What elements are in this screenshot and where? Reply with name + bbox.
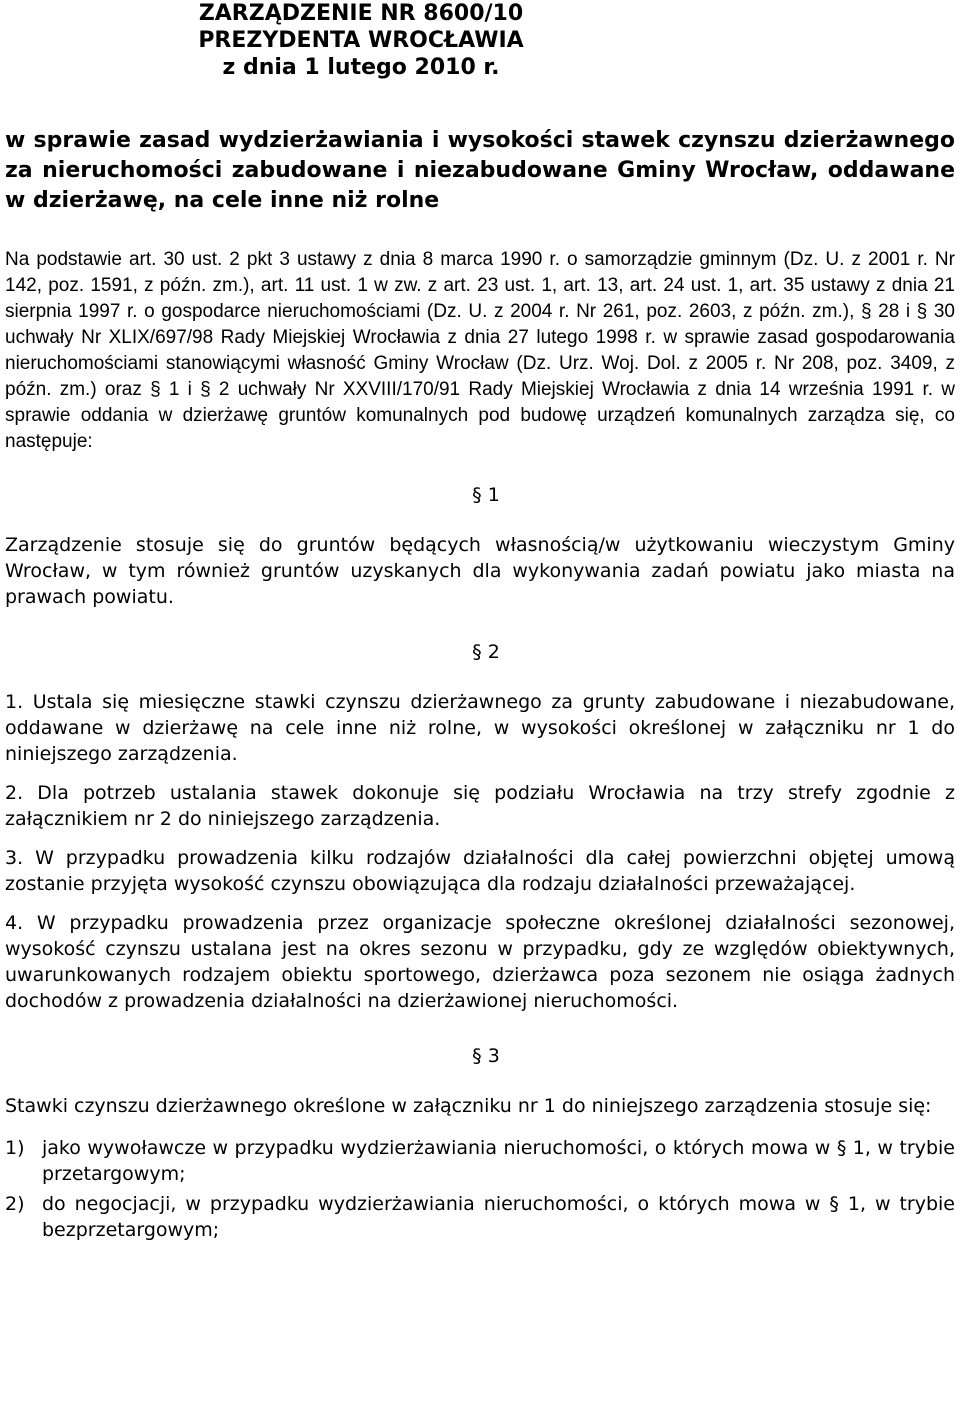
document-subject: w sprawie zasad wydzierżawiania i wysokości stawek czynszu dzierżawnego za nieruchomości zabudowane i niezabudowane Gminy Wrocław, oddawane w dzierżawę, na cele inne niż rolne <box>5 128 955 213</box>
preamble-part-1: Na podstawie art. 30 ust. 2 pkt 3 ustawy z dnia 8 marca 1990 r. o samorządzie gminnym (Dz. U. z 2001 r. Nr 142, poz. 1591, z późn. zm.), art. 11 ust. 1 w zw. z art. 23 ust. 1, <box>5 249 955 296</box>
section-3-intro: Stawki czynszu dzierżawnego określone w załączniku nr 1 do niniejszego zarządzenia stosuje się: <box>5 1095 932 1117</box>
section-2-item: 4. W przypadku prowadzenia przez organizacje społeczne określonej działalności sezonowej, wysokość czynszu ustalana jest na okres sezonu w przypadku, gdy ze względów obiektywnych, uwarunkowanych rodzajem obiektu sportowego, dzierżawca poza sezonem nie osiąga żadnych dochodów z prowadzenia działalności na dzierżawionej nieruchomości. <box>5 912 955 1012</box>
section-2-item: 2. Dla potrzeb ustalania stawek dokonuje się podziału Wrocławia na trzy strefy zgodnie z załącznikiem nr 2 do niniejszego zarządzenia. <box>5 782 955 830</box>
section-2-item: 1. Ustala się miesięczne stawki czynszu dzierżawnego za grunty zabudowane i niezabudowane, oddawane w dzierżawę na cele inne niż rolne, w wysokości określonej w załączniku nr 1 do niniejszego zarządzenia. <box>5 691 955 765</box>
list-item-number: 2) <box>5 1193 25 1215</box>
list-item <box>5 1135 955 1187</box>
section-3-list <box>5 1135 955 1243</box>
section-3-heading: § 3 <box>472 1045 500 1067</box>
document-header <box>101 0 621 81</box>
list-item <box>5 1191 955 1243</box>
list-item-text: jako wywoławcze w przypadku wydzierżawiania nieruchomości, o których mowa w § 1, w trybie przetargowym; <box>42 1137 955 1185</box>
list-item-text: do negocjacji, w przypadku wydzierżawiania nieruchomości, o których mowa w § 1, w trybie bezprzetargowym; <box>42 1193 955 1241</box>
ordinance-number: ZARZĄDZENIE NR 8600/10 <box>198 1 524 26</box>
section-2-item: 3. W przypadku prowadzenia kilku rodzajów działalności dla całej powierzchni objętej umową zostanie przyjęta wysokość czynszu obowiązująca dla rodzaju działalności przeważającej. <box>5 847 955 895</box>
section-1-text: Zarządzenie stosuje się do gruntów będących własnością/w użytkowaniu wieczystym Gminy Wrocław, w tym również gruntów uzyskanych dla wykonywania zadań powiatu jako miasta na prawach powiatu. <box>5 534 955 608</box>
list-item-number: 1) <box>5 1137 25 1159</box>
issuer: PREZYDENTA WROCŁAWIA <box>198 28 524 53</box>
section-1-heading: § 1 <box>472 484 500 506</box>
preamble <box>5 247 955 455</box>
preamble-part-2: art. 13, art. 24 ust. 1, art. 35 ustawy z dnia 21 sierpnia 1997 r. o gospodarce nieruchomościami (Dz. U. z 2004 r. Nr 261, poz. 2603, z późn. zm.), § 28 i § 30 uchwały Nr XLIX/697/98 Rady Miejskiej Wrocławia z dnia 27 lutego 1998 r. w sprawie zasad gospodarowania nieruchomościami stanowiącymi własność Gminy Wrocław (Dz. Urz. Woj. Dol. z 2005 r. Nr 208, poz. 3409, z późn. zm.) oraz § 1 i § 2 uchwały Nr XXVIII/170/91 Rady Miejskiej Wrocławia z dnia 14 września 1991 r. w sprawie oddania w dzierżawę gruntów komunalnych pod budowę urządzeń komunalnych zarządza się, co następuje: <box>5 275 956 452</box>
document-page <box>5 0 955 1243</box>
section-2-heading: § 2 <box>472 641 500 663</box>
issue-date: z dnia 1 lutego 2010 r. <box>222 55 500 80</box>
